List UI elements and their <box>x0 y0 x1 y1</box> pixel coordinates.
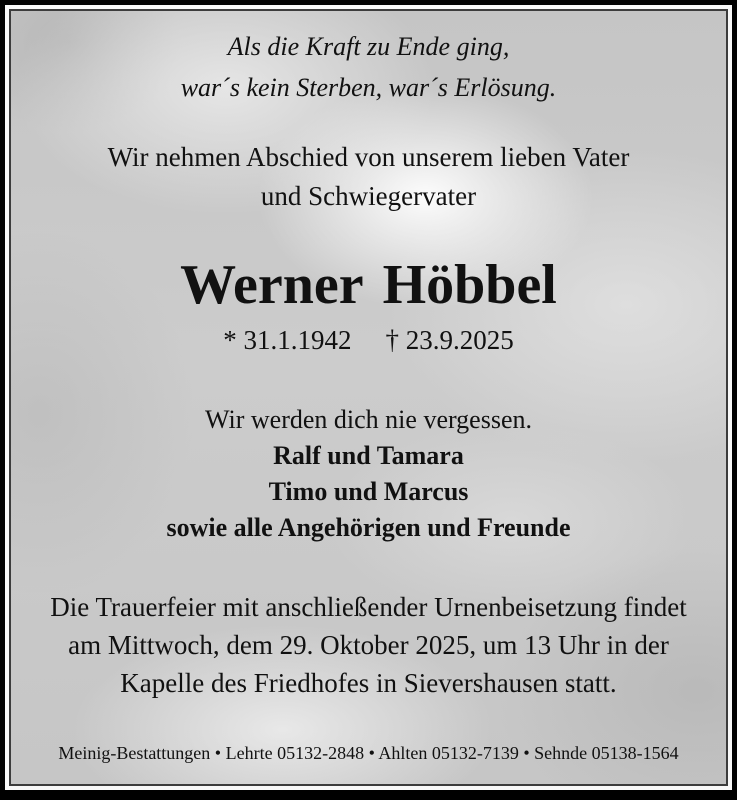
cloud-background <box>9 9 728 786</box>
mourners-block <box>11 402 726 546</box>
mourner-line: Timo und Marcus <box>268 477 469 506</box>
service-line2: am Mittwoch, dem 29. Oktober 2025, um 13 Uhr in der <box>68 630 669 660</box>
life-dates-row <box>223 325 514 355</box>
death-date: † 23.9.2025 <box>385 325 514 355</box>
service-info <box>11 588 726 702</box>
obituary-card-frame <box>5 5 732 790</box>
mourner-line: Ralf und Tamara <box>273 441 464 470</box>
intro-line2: und Schwiegervater <box>260 181 477 211</box>
mourner-line: sowie alle Angehörigen und Freunde <box>166 513 571 542</box>
memorial-quote-line2: war´s kein Sterben, war´s Erlösung. <box>180 73 557 102</box>
deceased-name: Werner Höbbel <box>180 254 557 316</box>
intro-text <box>11 138 726 216</box>
funeral-home-footer: Meinig-Bestattungen • Lehrte 05132-2848 • Ahlten 05132-7139 • Sehnde 05138-1564 <box>58 743 679 763</box>
memorial-quote-line1: Als die Kraft zu Ende ging, <box>227 32 510 61</box>
service-line1: Die Trauerfeier mit anschließender Urnenbeisetzung findet <box>50 592 687 622</box>
farewell-text: Wir werden dich nie vergessen. <box>205 405 532 434</box>
intro-line1: Wir nehmen Abschied von unserem lieben Vater <box>107 142 630 172</box>
life-dates <box>11 325 726 355</box>
memorial-quote <box>11 26 726 108</box>
birth-date: * 31.1.1942 <box>223 325 352 355</box>
service-line3: Kapelle des Friedhofes in Sievershausen statt. <box>120 668 617 698</box>
